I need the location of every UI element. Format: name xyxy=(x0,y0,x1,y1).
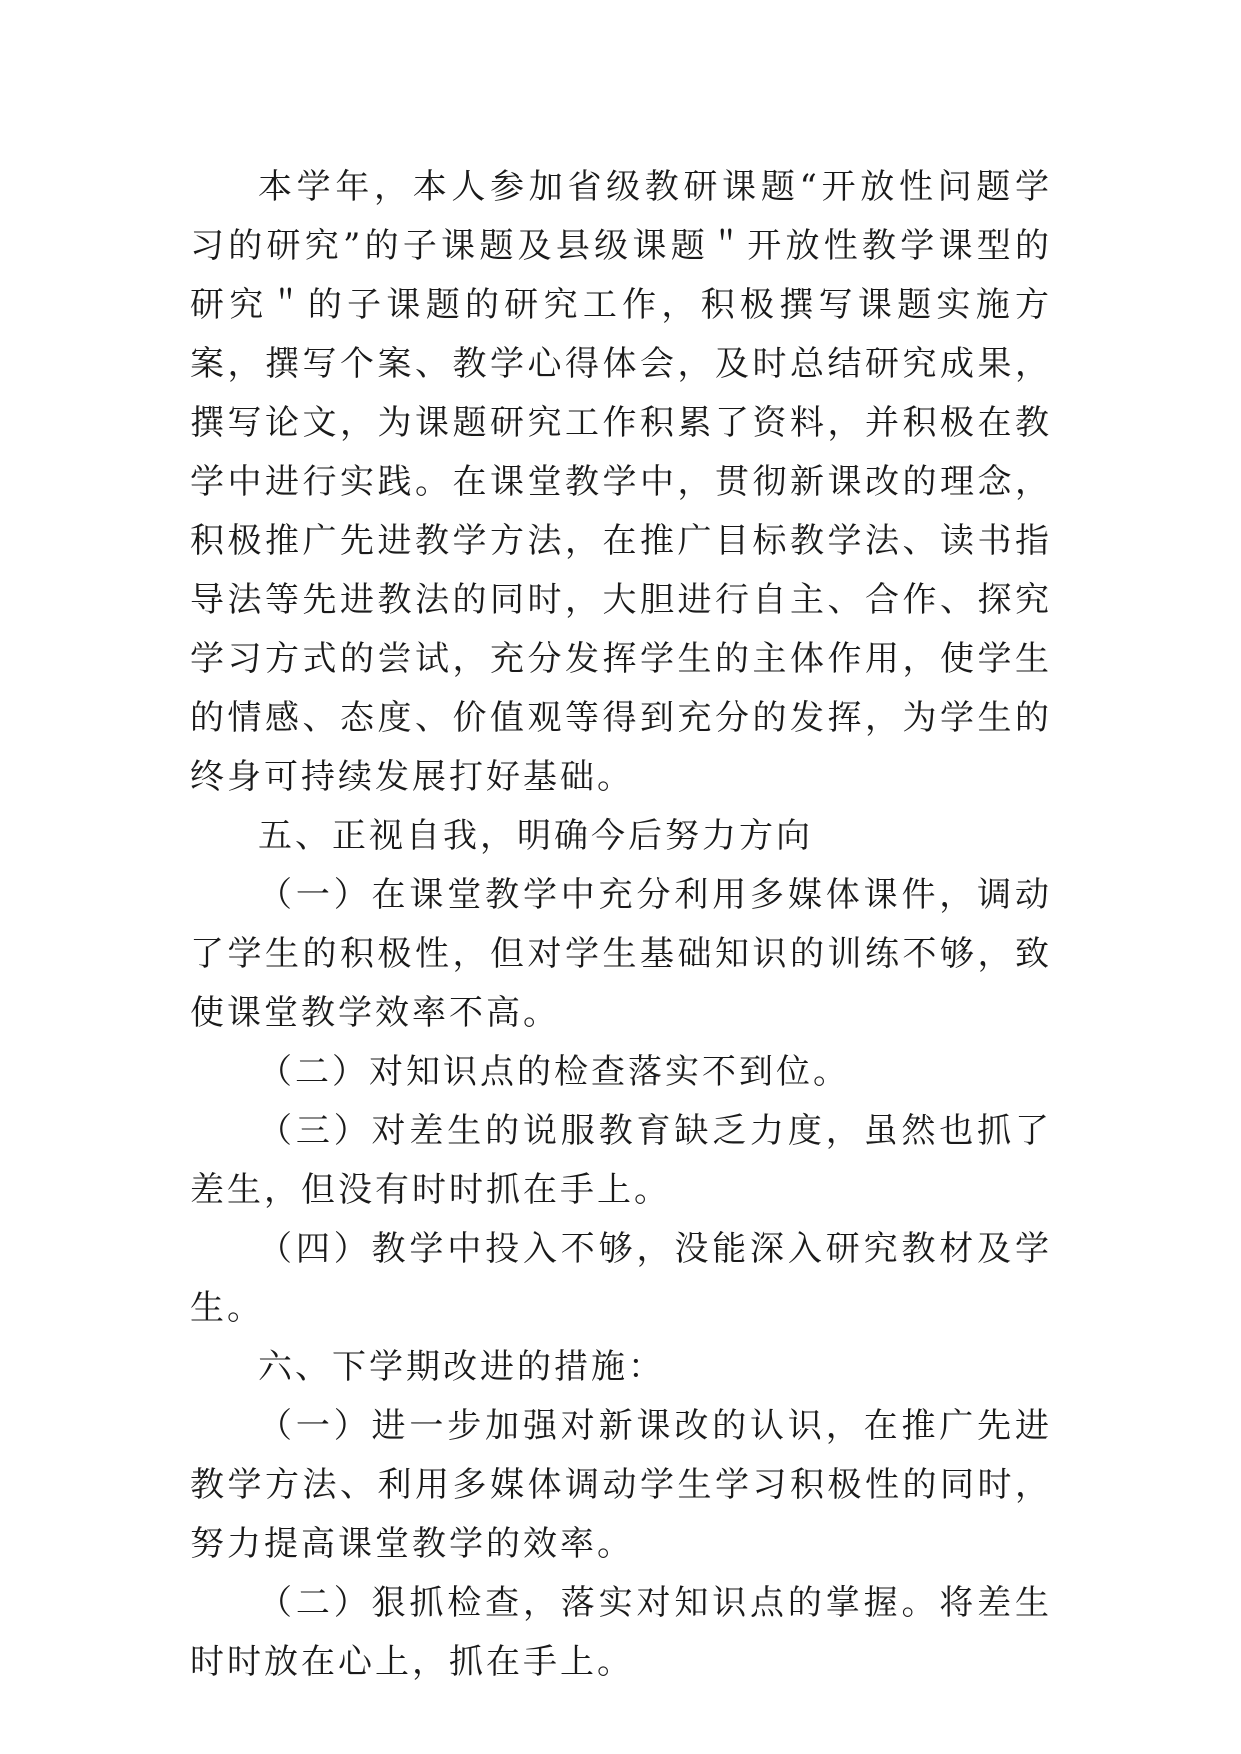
section-heading-six: 六、下学期改进的措施： xyxy=(258,1347,665,1387)
paragraph-research-work: 本学年，本人参加省级教研课题“开放性问题学习的研究”的子课题及县级课题＂开放性教学课型的研究＂的子课题的研究工作，积极撰写课题实施方案，撰写个案、教学心得体会，及时总结研究成果，撰写论文，为课题研究工作积累了资料，并积极在教学中进行实践。在课堂教学中，贯彻新课改的理念，积极推广先进教学方法，在推广目标教学法、读书指导法等先进教法的同时，大胆进行自主、合作、探究学习方式的尝试，充分发挥学生的主体作用，使学生的情感、态度、价值观等得到充分的发挥，为学生的终身可持续发展打好基础。 xyxy=(190,167,1052,797)
paragraph-item-3: （三）对差生的说服教育缺乏力度，虽然也抓了差生，但没有时时抓在手上。 xyxy=(190,1111,1052,1210)
paragraph-item-1: （一）在课堂教学中充分利用多媒体课件，调动了学生的积极性，但对学生基础知识的训练不够，致使课堂教学效率不高。 xyxy=(190,875,1052,1033)
paragraph-measure-1: （一）进一步加强对新课改的认识，在推广先进教学方法、利用多媒体调动学生学习积极性的同时，努力提高课堂教学的效率。 xyxy=(190,1406,1052,1564)
section-heading-five: 五、正视自我，明确今后努力方向 xyxy=(258,816,813,856)
paragraph-item-2: （二）对知识点的检查落实不到位。 xyxy=(258,1052,850,1092)
document-body xyxy=(190,158,1052,1692)
paragraph-item-4: （四）教学中投入不够，没能深入研究教材及学生。 xyxy=(190,1229,1052,1328)
paragraph-measure-2: （二）狠抓检查，落实对知识点的掌握。将差生时时放在心上，抓在手上。 xyxy=(190,1583,1052,1682)
